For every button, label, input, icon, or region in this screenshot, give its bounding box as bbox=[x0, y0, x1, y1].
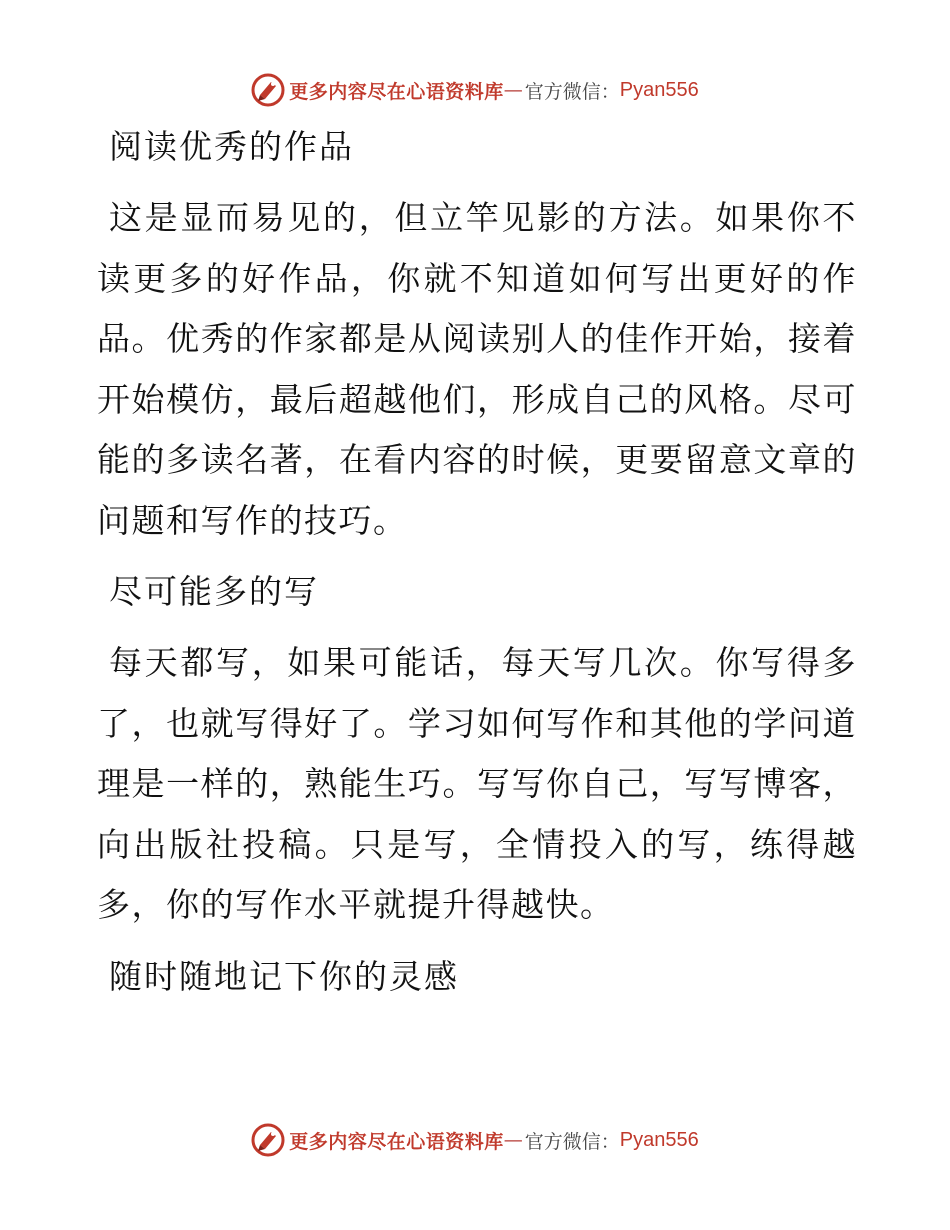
banner-wechat-label: 官方微信： bbox=[524, 1130, 620, 1153]
banner-prefix: 更多内容尽在心语资料库 bbox=[289, 80, 504, 103]
section-paragraph: 每天都写，如果可能话，每天写几次。你写得多了，也就写得好了。学习如何写作和其他的学问道理是一样的，熟能生巧。写写你自己，写写博客，向出版社投稿。只是写，全情投入的写，练得越多，你的写作水平就提升得越快。 bbox=[97, 643, 857, 924]
banner-wechat-id: Pyan556 bbox=[619, 1128, 699, 1151]
section-heading: 尽可能多的写 bbox=[109, 572, 319, 611]
section-heading: 阅读优秀的作品 bbox=[109, 127, 354, 166]
document-body bbox=[97, 118, 857, 1006]
section-heading: 随时随地记下你的灵感 bbox=[109, 956, 459, 996]
banner-wechat-id: Pyan556 bbox=[619, 78, 699, 101]
pen-logo-icon bbox=[251, 73, 285, 107]
banner-dash: — bbox=[503, 79, 523, 101]
footer-banner bbox=[0, 1120, 950, 1160]
header-banner bbox=[0, 70, 950, 110]
banner-dash: — bbox=[503, 1129, 523, 1151]
section-paragraph: 这是显而易见的，但立竿见影的方法。如果你不读更多的好作品，你就不知道如何写出更好的作品。优秀的作家都是从阅读别人的佳作开始，接着开始模仿，最后超越他们，形成自己的风格。尽可能的多读名著，在看内容的时候，更要留意文章的问题和写作的技巧。 bbox=[97, 198, 857, 540]
banner-wechat-label: 官方微信： bbox=[524, 80, 620, 103]
pen-logo-icon bbox=[251, 1123, 285, 1157]
banner-prefix: 更多内容尽在心语资料库 bbox=[289, 1130, 504, 1153]
